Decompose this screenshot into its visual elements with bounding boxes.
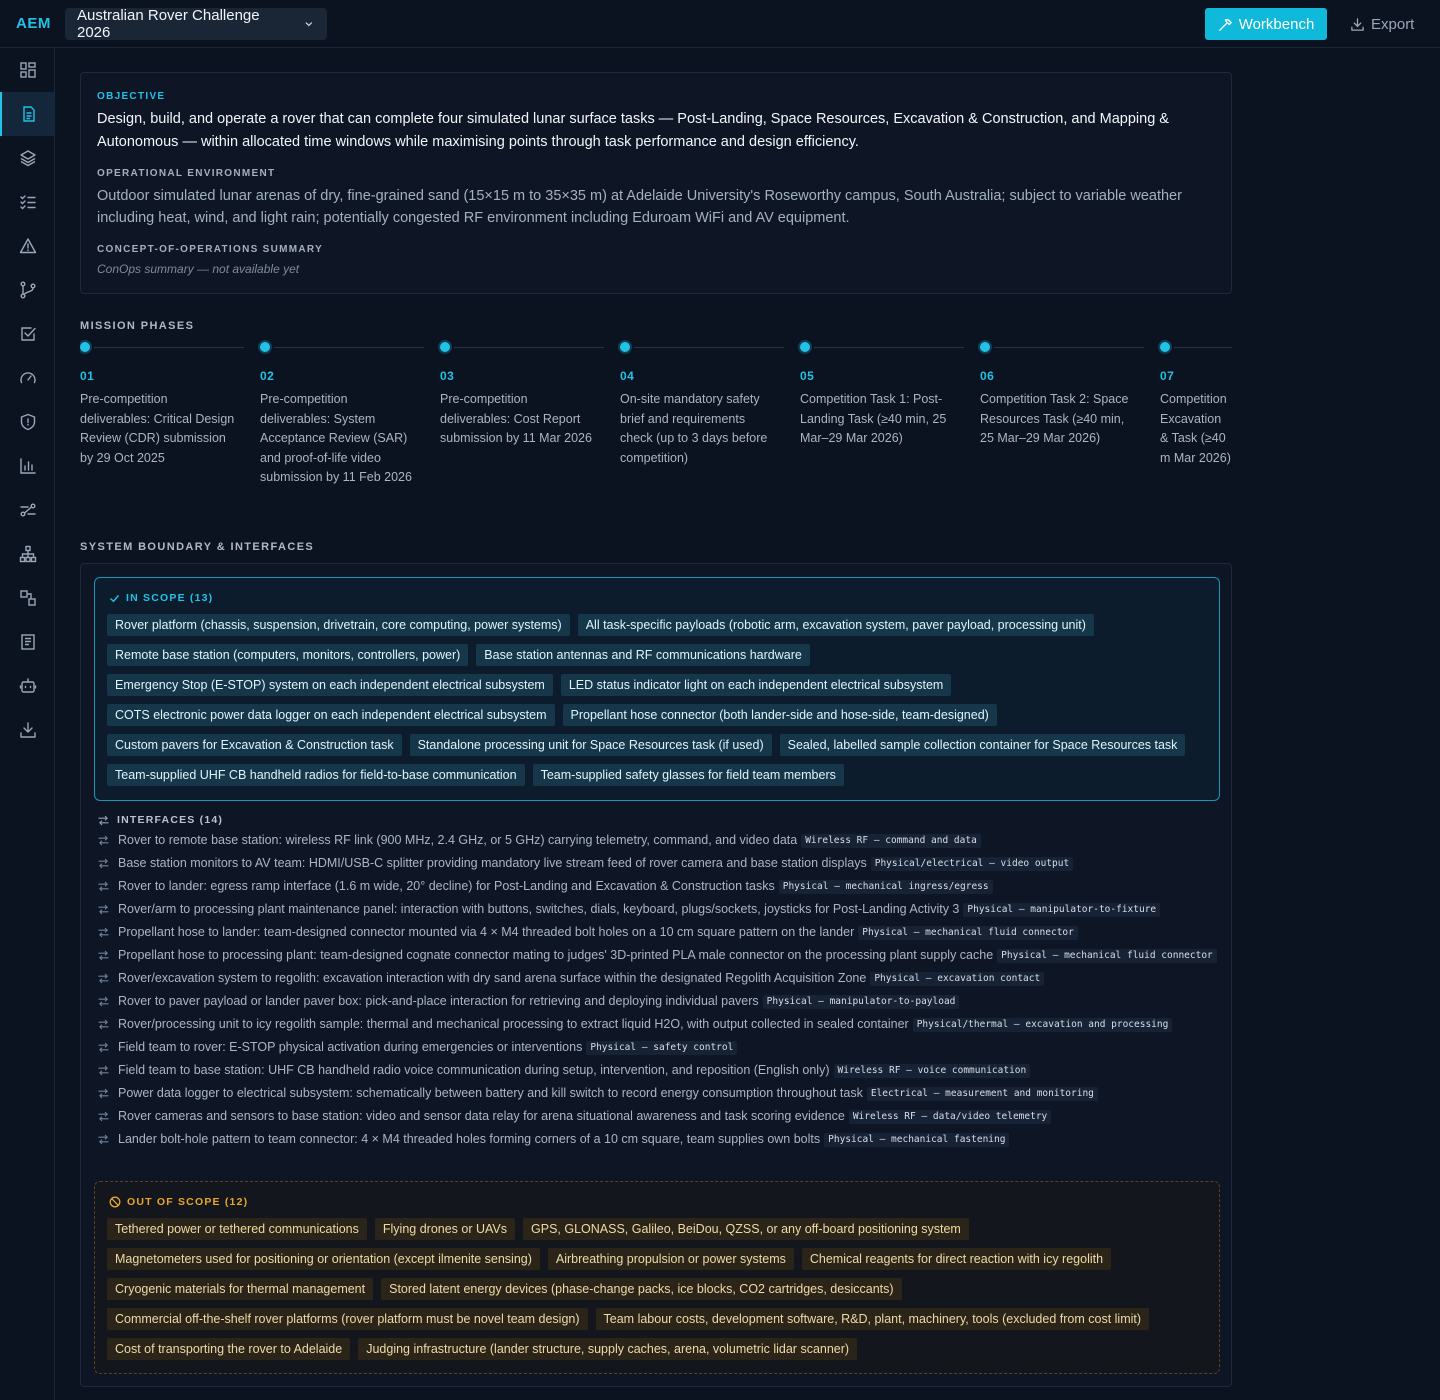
out-of-scope-label: OUT OF SCOPE (12) <box>127 1196 249 1208</box>
interfaces-header <box>98 814 1218 826</box>
sidebar-item-components[interactable] <box>0 576 55 620</box>
swap-icon <box>98 904 109 915</box>
swap-icon <box>98 1019 109 1030</box>
interface-tag: Physical – safety control <box>586 1041 737 1055</box>
interface-tag: Physical – mechanical fluid connector <box>997 949 1217 963</box>
interface-tag: Physical/electrical – video output <box>871 857 1073 871</box>
shapes-icon <box>19 589 37 607</box>
interface-text: Propellant hose to processing plant: team-designed cognate connector mating to judges' 3D-printed PLA male connector on the processing plant supply cache <box>118 948 994 962</box>
layers-icon <box>19 149 37 167</box>
in-scope-box <box>94 577 1220 801</box>
download-icon <box>19 721 37 739</box>
sidebar-item-branches[interactable] <box>0 268 55 312</box>
sidebar-item-assistant[interactable] <box>0 664 55 708</box>
interface-tag: Physical/thermal – excavation and processing <box>913 1018 1173 1032</box>
phase-text: Competition Excavation & Task (≥40 m Mar 2026) <box>1160 392 1231 465</box>
interface-text: Rover to paver payload or lander paver box: pick-and-place interaction for retrieving and deploying individual pavers <box>118 994 759 1008</box>
in-scope-chip[interactable]: Standalone processing unit for Space Resources task (if used) <box>410 734 772 756</box>
interface-tag: Physical – mechanical ingress/egress <box>779 880 993 894</box>
out-of-scope-chip[interactable]: Flying drones or UAVs <box>375 1218 515 1240</box>
in-scope-chip[interactable]: Sealed, labelled sample collection container for Space Resources task <box>780 734 1186 756</box>
swap-icon <box>98 1042 109 1053</box>
sidebar-item-verification[interactable] <box>0 312 55 356</box>
interface-row[interactable] <box>98 993 1218 1010</box>
swap-icon <box>98 996 109 1007</box>
in-scope-label: IN SCOPE (13) <box>126 592 214 604</box>
interface-tag: Physical – mechanical fastening <box>824 1133 1009 1147</box>
interface-text: Rover/excavation system to regolith: excavation interaction with dry sand arena surface within the designated Regolith Acquisition Zone <box>118 971 867 985</box>
phase-number: 05 <box>800 369 815 383</box>
swap-icon <box>98 1134 109 1145</box>
interface-text: Base station monitors to AV team: HDMI/USB-C splitter providing mandatory live stream feed of rover camera and base station displays <box>118 856 867 870</box>
interface-text: Field team to base station: UHF CB handheld radio voice communication during setup, intervention, and reposition (English only) <box>118 1063 830 1077</box>
out-of-scope-chip[interactable]: GPS, GLONASS, Galileo, BeiDou, QZSS, or any off-board positioning system <box>523 1218 969 1240</box>
project-selector[interactable] <box>65 8 327 40</box>
phase-connector <box>1174 347 1232 348</box>
in-scope-chip[interactable]: COTS electronic power data logger on each independent electrical subsystem <box>107 704 555 726</box>
out-of-scope-chip[interactable]: Airbreathing propulsion or power systems <box>548 1248 794 1270</box>
interface-text: Power data logger to electrical subsystem: schematically between battery and kill switch to record energy consumption throughout task <box>118 1086 863 1100</box>
interfaces-label: INTERFACES (14) <box>117 814 224 826</box>
swap-icon <box>98 835 109 846</box>
document-icon <box>20 105 38 123</box>
sidebar-item-performance[interactable] <box>0 356 55 400</box>
gauge-icon <box>19 369 37 387</box>
dashboard-icon <box>19 61 37 79</box>
sidebar-item-library[interactable] <box>0 620 55 664</box>
phase-marker <box>1160 342 1170 352</box>
phase-number: 07 <box>1160 369 1175 383</box>
phase-text: Pre-competition deliverables: Cost Report submission by 11 Mar 2026 <box>440 392 592 445</box>
phase-connector <box>274 347 424 348</box>
conops-label: CONCEPT-OF-OPERATIONS SUMMARY <box>97 244 324 255</box>
system-boundary-panel <box>80 563 1232 1387</box>
in-scope-chip[interactable]: All task-specific payloads (robotic arm, excavation system, paver payload, processing unit) <box>578 614 1094 636</box>
in-scope-chips <box>107 614 1207 786</box>
sidebar <box>0 48 55 1400</box>
objective-label: OBJECTIVE <box>97 91 166 102</box>
phase-connector <box>994 347 1144 348</box>
in-scope-chip[interactable]: Propellant hose connector (both lander-side and hose-side, team-designed) <box>563 704 997 726</box>
sidebar-item-risks[interactable] <box>0 224 55 268</box>
out-of-scope-box <box>94 1181 1220 1374</box>
phase-marker <box>980 342 990 352</box>
in-scope-chip[interactable]: Team-supplied UHF CB handheld radios for field-to-base communication <box>107 764 525 786</box>
phase-number: 01 <box>80 369 95 383</box>
swap-icon <box>98 858 109 869</box>
bar-chart-icon <box>19 457 37 475</box>
phase-connector <box>94 347 244 348</box>
interface-text: Rover/arm to processing plant maintenance panel: interaction with buttons, switches, dials, keyboard, plugs/sockets, joysticks for Post-Landing Activity 3 <box>118 902 960 916</box>
download-icon <box>1350 17 1365 32</box>
phase-text: Pre-competition deliverables: System Acceptance Review (SAR) and proof-of-life video submission by 11 Feb 2026 <box>260 392 412 484</box>
phase-text: Competition Task 2: Space Resources Task (≥40 min, 25 Mar–29 Mar 2026) <box>980 392 1129 445</box>
interface-tag: Physical – manipulator-to-payload <box>763 995 960 1009</box>
sidebar-item-documents[interactable] <box>0 92 55 136</box>
phase-number: 02 <box>260 369 275 383</box>
hammer-icon <box>1218 17 1233 32</box>
interface-row[interactable] <box>98 832 1218 849</box>
phase-number: 06 <box>980 369 995 383</box>
interface-row[interactable] <box>98 924 1218 941</box>
interface-row[interactable] <box>98 878 1218 895</box>
interface-row[interactable] <box>98 1085 1218 1102</box>
phase-text: Pre-competition deliverables: Critical Design Review (CDR) submission by 29 Oct 2025 <box>80 392 235 465</box>
interface-row[interactable] <box>98 1039 1218 1056</box>
sidebar-item-checklist[interactable] <box>0 180 55 224</box>
interface-text: Lander bolt-hole pattern to team connector: 4 × M4 threaded holes forming corners of a 10 cm square, team supplies own bolts <box>118 1132 821 1146</box>
swap-icon <box>98 881 109 892</box>
interface-text: Propellant hose to lander: team-designed connector mounted via 4 × M4 threaded bolt holes on a 10 cm square pattern on the lander <box>118 925 855 939</box>
top-bar <box>0 0 1440 48</box>
overview-panel <box>80 72 1232 294</box>
phase-connector <box>634 347 784 348</box>
phase-text: On-site mandatory safety brief and requirements check (up to 3 days before competition) <box>620 392 768 465</box>
out-of-scope-header <box>109 1196 248 1208</box>
out-of-scope-chip[interactable]: Stored latent energy devices (phase-change packs, ice blocks, CO2 cartridges, desiccants) <box>381 1278 901 1300</box>
app-logo[interactable]: AEM <box>16 15 51 32</box>
in-scope-chip[interactable]: Emergency Stop (E-STOP) system on each independent electrical subsystem <box>107 674 553 696</box>
interface-row[interactable] <box>98 1062 1218 1079</box>
interface-text: Rover to remote base station: wireless RF link (900 MHz, 2.4 GHz, or 5 GHz) carrying telemetry, command, and video data <box>118 833 798 847</box>
phase-marker <box>80 342 90 352</box>
swap-icon <box>98 950 109 961</box>
mission-phases-title: MISSION PHASES <box>80 320 195 332</box>
out-of-scope-chips <box>107 1218 1207 1360</box>
hierarchy-icon <box>19 545 37 563</box>
chevron-down-icon <box>303 18 315 30</box>
branch-icon <box>19 281 37 299</box>
out-of-scope-chip[interactable]: Cryogenic materials for thermal management <box>107 1278 373 1300</box>
sidebar-item-hierarchy[interactable] <box>0 532 55 576</box>
interface-text: Rover cameras and sensors to base station: video and sensor data relay for arena situational awareness and task scoring evidence <box>118 1109 845 1123</box>
environment-text: Outdoor simulated lunar arenas of dry, fine-grained sand (15×15 m to 35×35 m) at Adelaide University's Roseworthy campus, South Australia; subject to variable weather including heat, wind, and light rain; potentially congested RF environment including Eduroam WiFi and AV equipment. <box>97 188 1182 226</box>
in-scope-chip[interactable]: LED status indicator light on each independent electrical subsystem <box>561 674 952 696</box>
checkbox-icon <box>19 325 37 343</box>
sidebar-item-layers[interactable] <box>0 136 55 180</box>
workbench-label: Workbench <box>1238 15 1315 33</box>
interface-tag: Physical – mechanical fluid connector <box>858 926 1078 940</box>
ban-icon <box>109 1196 121 1208</box>
shield-icon <box>19 413 37 431</box>
objective-text: Design, build, and operate a rover that can complete four simulated lunar surface tasks — Post-Landing, Space Resources, Excavation & Construction, and Mapping & Autonomous — within allocated time windows while maximising points through task performance and design efficiency. <box>97 111 1169 150</box>
interface-row[interactable] <box>98 947 1218 964</box>
sidebar-item-analytics[interactable] <box>0 444 55 488</box>
alert-icon <box>19 237 37 255</box>
export-label: Export <box>1371 15 1415 33</box>
out-of-scope-chip[interactable]: Cost of transporting the rover to Adelaide <box>107 1338 350 1360</box>
phase-marker <box>620 342 630 352</box>
swap-icon <box>98 927 109 938</box>
phase-marker <box>260 342 270 352</box>
book-icon <box>19 633 37 651</box>
flow-icon <box>19 501 37 519</box>
in-scope-header <box>109 592 213 604</box>
project-name: Australian Rover Challenge 2026 <box>77 7 260 41</box>
out-of-scope-chip[interactable]: Tethered power or tethered communications <box>107 1218 367 1240</box>
in-scope-chip[interactable]: Team-supplied safety glasses for field team members <box>533 764 844 786</box>
swap-icon <box>98 815 109 826</box>
phase-marker <box>800 342 810 352</box>
phase-number: 03 <box>440 369 455 383</box>
check-icon <box>109 593 120 604</box>
interface-row[interactable] <box>98 1108 1218 1125</box>
interface-tag: Wireless RF – voice communication <box>834 1064 1031 1078</box>
interface-tag: Electrical – measurement and monitoring <box>867 1087 1098 1101</box>
phase-text: Competition Task 1: Post-Landing Task (≥40 min, 25 Mar–29 Mar 2026) <box>800 392 947 445</box>
environment-label: OPERATIONAL ENVIRONMENT <box>97 168 276 179</box>
interface-row[interactable] <box>98 855 1218 872</box>
in-scope-chip[interactable]: Rover platform (chassis, suspension, drivetrain, core computing, power systems) <box>107 614 570 636</box>
phase-number: 04 <box>620 369 635 383</box>
interface-text: Rover/processing unit to icy regolith sample: thermal and mechanical processing to extract liquid H2O, with output collected in sealed container <box>118 1017 909 1031</box>
checklist-icon <box>19 193 37 211</box>
interface-row[interactable] <box>98 970 1218 987</box>
sidebar-item-safety[interactable] <box>0 400 55 444</box>
sidebar-item-downloads[interactable] <box>0 708 55 752</box>
interface-row[interactable] <box>98 1016 1218 1033</box>
interface-tag: Physical – manipulator-to-fixture <box>963 903 1160 917</box>
system-boundary-title: SYSTEM BOUNDARY & INTERFACES <box>80 541 315 553</box>
robot-icon <box>19 677 37 695</box>
in-scope-chip[interactable]: Custom pavers for Excavation & Construction task <box>107 734 402 756</box>
interface-row[interactable] <box>98 1131 1218 1148</box>
phase-connector <box>814 347 964 348</box>
out-of-scope-chip[interactable]: Magnetometers used for positioning or orientation (except ilmenite sensing) <box>107 1248 540 1270</box>
out-of-scope-chip[interactable]: Commercial off-the-shelf rover platforms (rover platform must be novel team design) <box>107 1308 588 1330</box>
out-of-scope-chip[interactable]: Judging infrastructure (lander structure, supply caches, arena, volumetric lidar scanner) <box>358 1338 857 1360</box>
interface-tag: Wireless RF – data/video telemetry <box>849 1110 1051 1124</box>
swap-icon <box>98 1111 109 1122</box>
in-scope-chip[interactable]: Base station antennas and RF communications hardware <box>476 644 810 666</box>
phase-marker <box>440 342 450 352</box>
out-of-scope-chip[interactable]: Team labour costs, development software, R&D, plant, machinery, tools (excluded from cost limit) <box>596 1308 1149 1330</box>
interface-row[interactable] <box>98 901 1218 918</box>
interface-text: Field team to rover: E-STOP physical activation during emergencies or interventions <box>118 1040 583 1054</box>
interface-tag: Wireless RF – command and data <box>801 834 981 848</box>
swap-icon <box>98 1065 109 1076</box>
mission-phases-timeline <box>80 338 1232 518</box>
in-scope-chip[interactable]: Remote base station (computers, monitors, controllers, power) <box>107 644 468 666</box>
workbench-button[interactable] <box>1205 8 1327 40</box>
conops-text: ConOps summary — not available yet <box>97 262 300 276</box>
sidebar-item-flows[interactable] <box>0 488 55 532</box>
interfaces-list <box>98 814 1218 1154</box>
swap-icon <box>98 1088 109 1099</box>
export-button[interactable] <box>1350 8 1414 40</box>
interface-text: Rover to lander: egress ramp interface (1.6 m wide, 20° decline) for Post-Landing and Excavation & Construction tasks <box>118 879 775 893</box>
phase-connector <box>454 347 604 348</box>
sidebar-item-dashboard[interactable] <box>0 48 55 92</box>
out-of-scope-chip[interactable]: Chemical reagents for direct reaction with icy regolith <box>802 1248 1111 1270</box>
swap-icon <box>98 973 109 984</box>
interface-tag: Physical – excavation contact <box>870 972 1044 986</box>
